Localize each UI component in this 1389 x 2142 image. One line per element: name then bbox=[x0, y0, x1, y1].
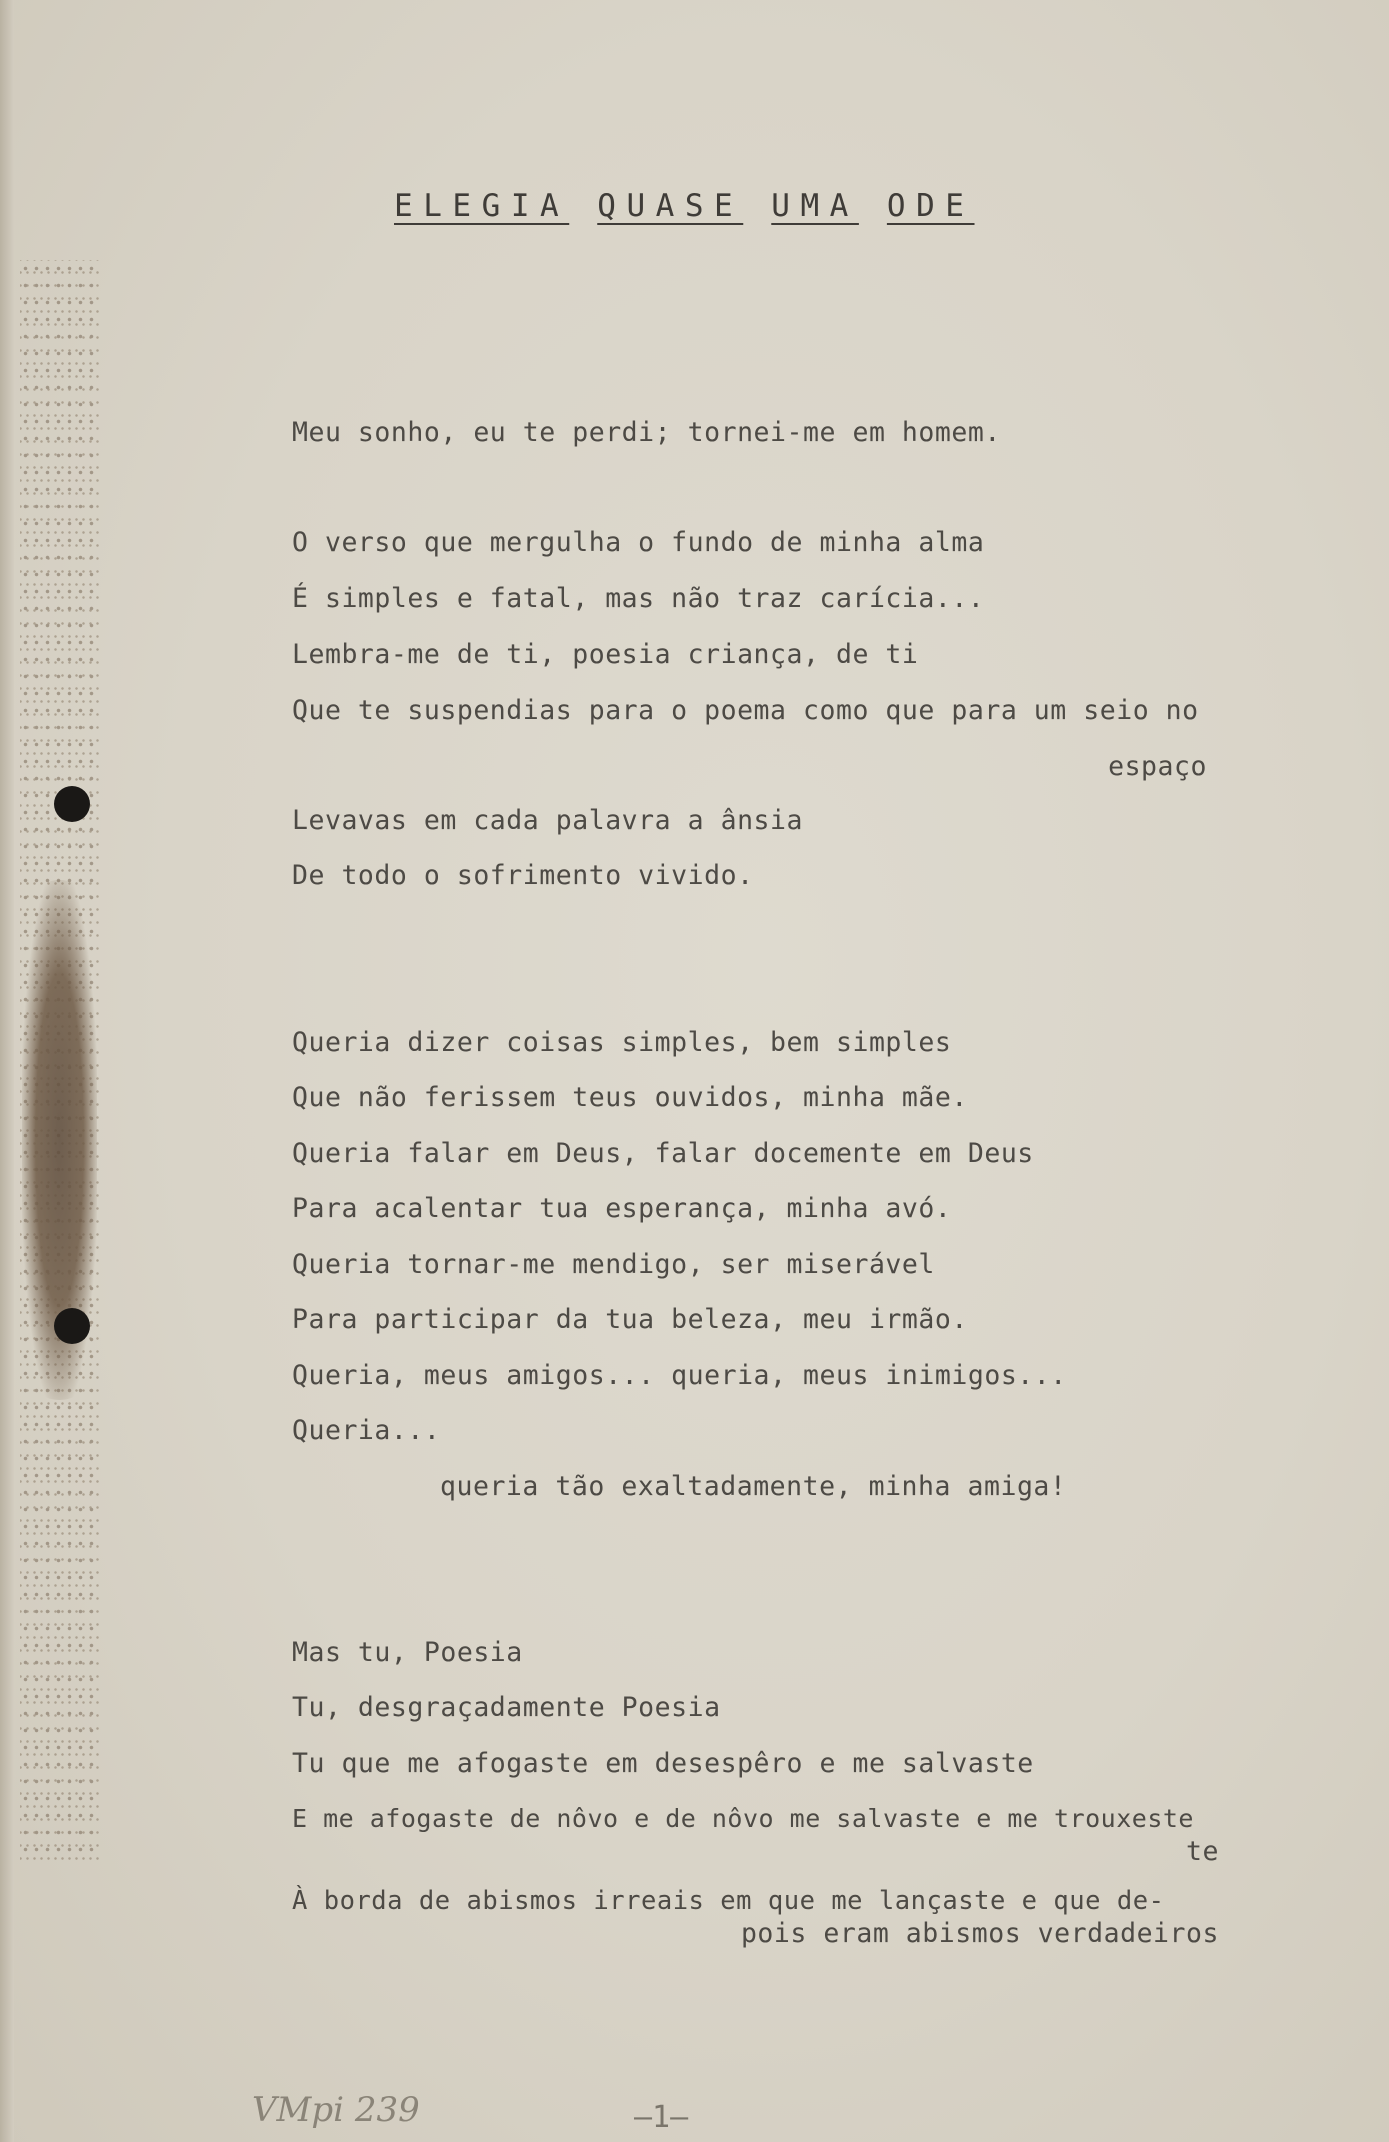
poem-line-continuation: te bbox=[1186, 1836, 1219, 1867]
page-number: —1— bbox=[634, 2100, 689, 2135]
title-word-4: ODE bbox=[886, 188, 975, 224]
paper-edge bbox=[0, 0, 14, 2142]
poem-line: Tu, desgraçadamente Poesia bbox=[292, 1692, 721, 1723]
poem-line: Queria... bbox=[292, 1415, 441, 1446]
poem-line: Meu sonho, eu te perdi; tornei-me em homem. bbox=[292, 417, 1001, 448]
archive-mark: VMpi 239 bbox=[252, 2090, 420, 2130]
poem-line: Que te suspendias para o poema como que para um seio no bbox=[292, 695, 1199, 726]
poem-line: De todo o sofrimento vivido. bbox=[292, 860, 754, 891]
poem-line: E me afogaste de nôvo e de nôvo me salvaste e me trouxeste bbox=[292, 1804, 1194, 1833]
poem-line-indented: queria tão exaltadamente, minha amiga! bbox=[440, 1471, 1067, 1502]
poem-line: Para acalentar tua esperança, minha avó. bbox=[292, 1193, 952, 1224]
poem-line-continuation: pois eram abismos verdadeiros bbox=[740, 1918, 1219, 1949]
poem-line: Que não ferissem teus ouvidos, minha mãe. bbox=[292, 1082, 968, 1113]
poem-line: À borda de abismos irreais em que me lançaste e que de- bbox=[292, 1886, 1165, 1916]
poem-line: Levavas em cada palavra a ânsia bbox=[292, 805, 804, 836]
title-word-2: QUASE bbox=[597, 188, 744, 224]
poem-line: O verso que mergulha o fundo de minha alma bbox=[292, 527, 985, 558]
title-word-3: UMA bbox=[771, 188, 859, 224]
poem-title bbox=[394, 188, 975, 224]
poem-line: Queria tornar-me mendigo, ser miserável bbox=[292, 1249, 935, 1280]
title-word-1: ELEGIA bbox=[394, 188, 570, 224]
poem-line: É simples e fatal, mas não traz carícia... bbox=[292, 583, 985, 614]
poem-line-continuation: espaço bbox=[1108, 751, 1207, 782]
poem-line: Queria falar em Deus, falar docemente em Deus bbox=[292, 1138, 1034, 1169]
poem-line: Queria dizer coisas simples, bem simples bbox=[292, 1027, 952, 1058]
poem-line: Queria, meus amigos... queria, meus inimigos... bbox=[292, 1360, 1067, 1391]
poem-line: Mas tu, Poesia bbox=[292, 1637, 523, 1668]
poem-line: Lembra-me de ti, poesia criança, de ti bbox=[292, 639, 919, 670]
poem-line: Para participar da tua beleza, meu irmão. bbox=[292, 1304, 968, 1335]
poem-line: Tu que me afogaste em desespêro e me salvaste bbox=[292, 1748, 1034, 1779]
punch-hole-top bbox=[54, 786, 90, 822]
punch-hole-bottom bbox=[54, 1308, 90, 1344]
